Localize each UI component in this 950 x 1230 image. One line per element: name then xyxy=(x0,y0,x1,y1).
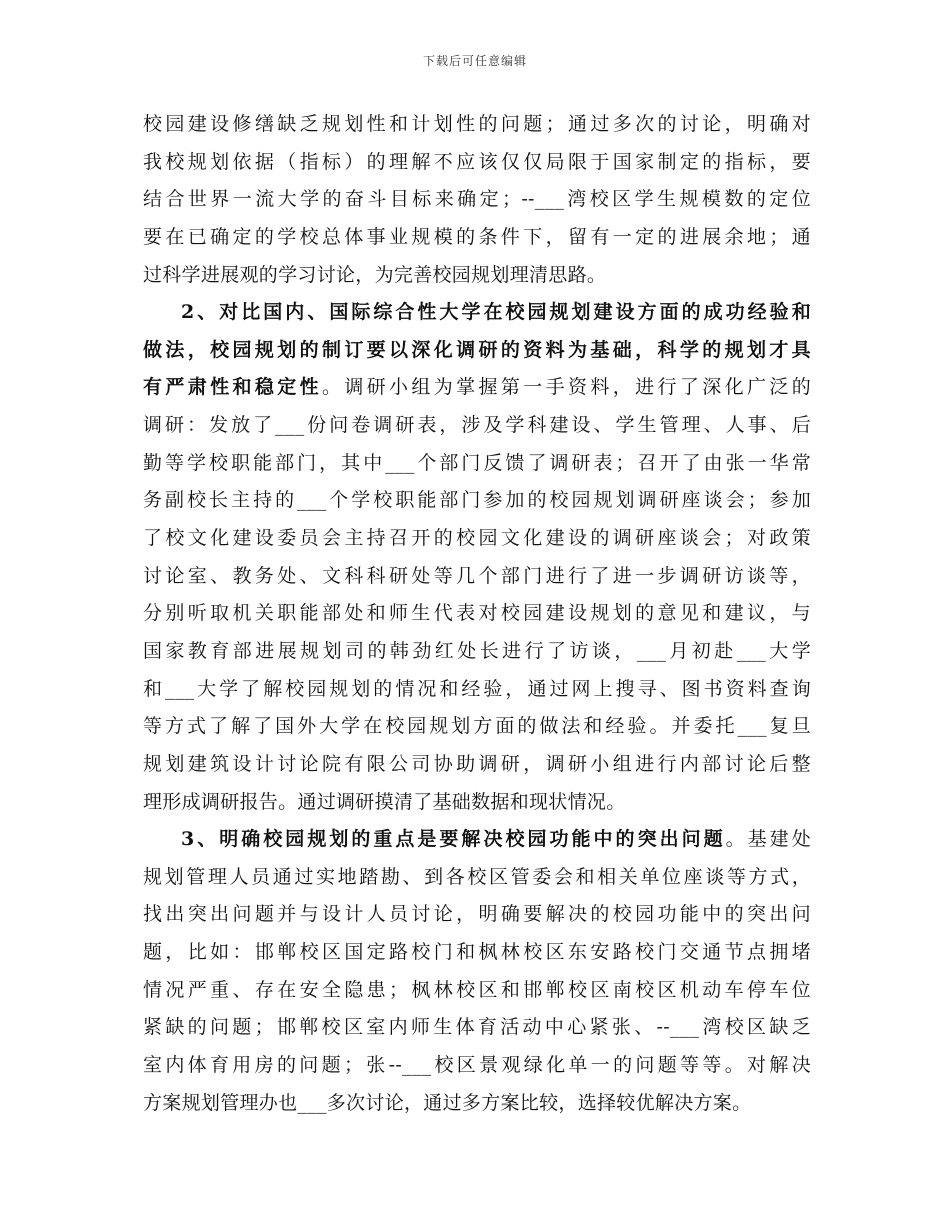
text-run: 理形成调研报告。通过调研摸清了基础数据和现状情况。 xyxy=(143,790,626,813)
text-line xyxy=(143,784,811,822)
text-line xyxy=(143,445,811,483)
text-run: 了校文化建设委员会主持召开的校园文化建设的调研座谈会；对政策 xyxy=(143,527,811,550)
text-run: 结合世界一流大学的奋斗目标来确定；--___湾校区学生规模数的定位 xyxy=(143,188,811,211)
text-line xyxy=(143,144,811,182)
text-line xyxy=(143,972,811,1010)
text-run: 规划建筑设计讨论院有限公司协助调研，调研小组进行内部讨论后整 xyxy=(143,752,811,775)
text-line xyxy=(143,859,811,897)
text-run: 等方式了解了国外大学在校园规划方面的做法和经验。并委托___复旦 xyxy=(143,715,811,738)
text-line xyxy=(143,369,811,407)
text-run: 规划管理人员通过实地踏勘、到各校区管委会和相关单位座谈等方式， xyxy=(143,865,811,888)
text-line xyxy=(143,896,811,934)
text-line xyxy=(143,934,811,972)
text-line xyxy=(143,257,811,295)
text-line xyxy=(143,332,811,370)
text-run: 国家教育部进展规划司的韩劲红处长进行了访谈，___月初赴___大学 xyxy=(143,639,811,662)
text-line xyxy=(143,708,811,746)
text-run: 紧缺的问题；邯郸校区室内师生体育活动中心紧张、--___湾校区缺乏 xyxy=(143,1016,811,1039)
text-run: 找出突出问题并与设计人员讨论，明确要解决的校园功能中的突出问 xyxy=(143,903,811,926)
bold-text-run: 3、明确校园规划的重点是要解决校园功能中的突出问题 xyxy=(181,828,726,851)
text-run: 情况严重、存在安全隐患；枫林校区和邯郸校区南校区机动车停车位 xyxy=(143,978,811,1001)
text-line xyxy=(143,558,811,596)
page-header: 下载后可任意编辑 xyxy=(422,54,527,68)
text-line xyxy=(143,746,811,784)
text-run: 。基建处 xyxy=(725,828,811,851)
text-line xyxy=(143,821,811,859)
text-run: 务副校长主持的___个学校职能部门参加的校园规划调研座谈会；参加 xyxy=(143,489,811,512)
text-line xyxy=(143,633,811,671)
text-line xyxy=(143,482,811,520)
paragraph-2 xyxy=(143,294,811,821)
text-run: 。调研小组为掌握第一手资料，进行了深化广泛的 xyxy=(321,376,811,399)
text-run: 题，比如：邯郸校区国定路校门和枫林校区东安路校门交通节点拥堵 xyxy=(143,941,811,964)
text-line xyxy=(143,595,811,633)
text-line xyxy=(143,407,811,445)
text-run: 方案规划管理办也___多次讨论，通过多方案比较，选择较优解决方案。 xyxy=(143,1091,752,1114)
text-run: 分别听取机关职能部处和师生代表对校园建设规划的意见和建议，与 xyxy=(143,602,811,625)
text-run: 我校规划依据（指标）的理解不应该仅仅局限于国家制定的指标，要 xyxy=(143,150,811,173)
bold-text-run: 有严肃性和稳定性 xyxy=(143,376,322,399)
bold-text-run: 2、对比国内、国际综合性大学在校园规划建设方面的成功经验和 xyxy=(181,301,811,324)
text-run: 讨论室、教务处、文科科研处等几个部门进行了进一步调研访谈等， xyxy=(143,564,811,587)
bold-text-run: 做法，校园规划的制订要以深化调研的资料为基础，科学的规划才具 xyxy=(143,338,811,361)
text-run: 调研：发放了___份问卷调研表，涉及学科建设、学生管理、人事、后 xyxy=(143,414,811,437)
text-line xyxy=(143,181,811,219)
text-run: 要在已确定的学校总体事业规模的条件下，留有一定的进展余地；通 xyxy=(143,225,811,248)
document-body xyxy=(143,106,811,1122)
text-run: 过科学进展观的学习讨论，为完善校园规划理清思路。 xyxy=(143,263,607,286)
paragraph-1 xyxy=(143,106,811,294)
text-run: 勤等学校职能部门，其中___个部门反馈了调研表；召开了由张一华常 xyxy=(143,451,811,474)
text-line xyxy=(143,219,811,257)
text-line xyxy=(143,671,811,709)
text-line xyxy=(143,1047,811,1085)
paragraph-3 xyxy=(143,821,811,1122)
text-line xyxy=(143,520,811,558)
text-line xyxy=(143,1085,811,1123)
text-line xyxy=(143,106,811,144)
text-run: 室内体育用房的问题；张--___校区景观绿化单一的问题等等。对解决 xyxy=(143,1054,811,1077)
text-line xyxy=(143,294,811,332)
text-run: 校园建设修缮缺乏规划性和计划性的问题；通过多次的讨论，明确对 xyxy=(143,113,811,135)
text-line xyxy=(143,1009,811,1047)
text-run: 和___大学了解校园规划的情况和经验，通过网上搜寻、图书资料查询 xyxy=(143,677,811,700)
